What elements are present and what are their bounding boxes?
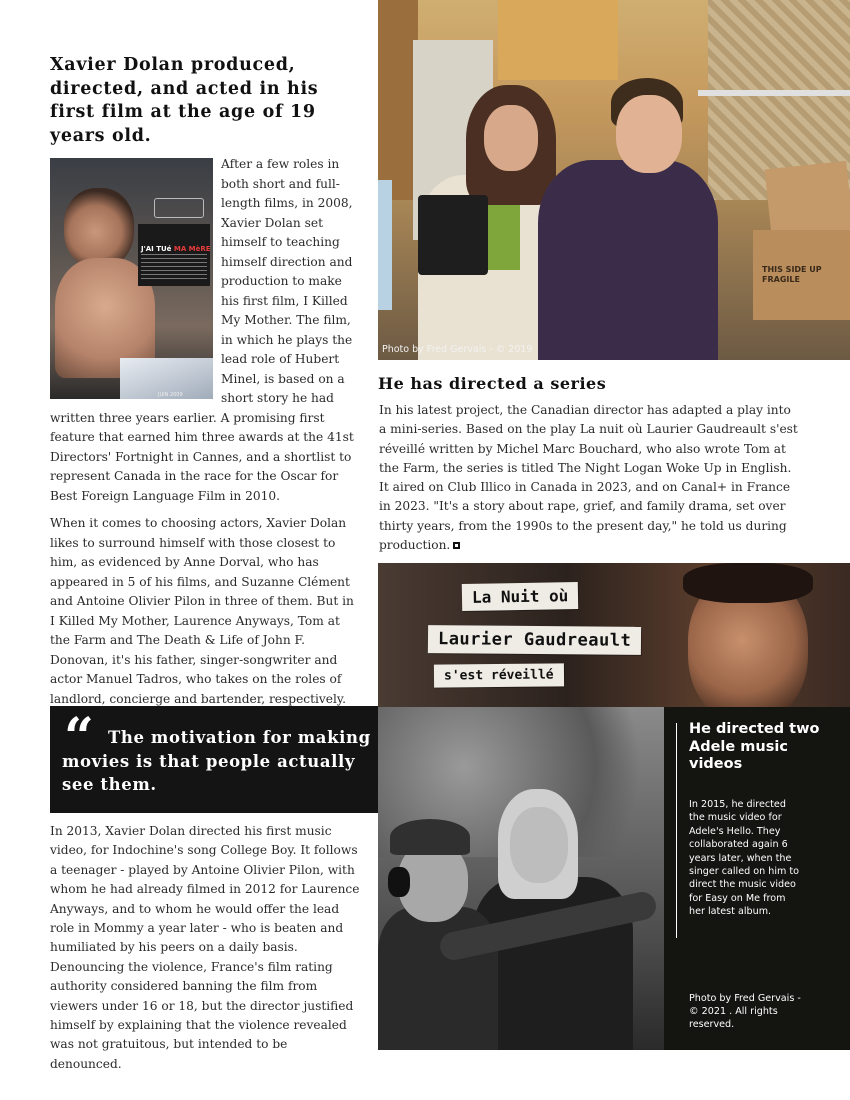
adele-photo-credit: Photo by Fred Gervais - © 2021 . All rights reserved. <box>689 993 801 1030</box>
poster-credits <box>141 254 207 282</box>
adele-heading: He directed two Adele music videos <box>689 721 820 772</box>
poster-title-red: MA MèRE <box>173 245 211 253</box>
banner-title-line-2: Laurier Gaudreault <box>428 625 641 655</box>
photo-cabinet-left <box>378 0 418 200</box>
movie-poster-image <box>50 158 213 399</box>
headphones-icon <box>388 867 410 897</box>
poster-festival-badge <box>154 198 204 218</box>
photo-man-body <box>538 160 718 360</box>
dolan-photo-cap <box>390 819 470 855</box>
adele-photo <box>378 707 664 1050</box>
adele-photo-face <box>510 807 568 883</box>
poster-title-white: J'AI TUé <box>141 245 174 253</box>
photo-box-top <box>765 161 850 239</box>
banner-title-line-3: s'est réveillé <box>434 663 564 687</box>
sidebar-divider <box>676 723 677 938</box>
music-video-paragraph: In 2013, Xavier Dolan directed his first music video, for Indochine's song College Boy. It follows a teenager - played by Antoine Olivier Pilon, with whom he had already filmed in 2012 for Laurence Anyways, and to whom he would offer the lead role in Mommy a year later - who is beaten and humiliated by his peers on a daily basis. Denouncing the violence, France's film rating authority considered banning the film from viewers under 16 or 18, but the director justified himself by explaining that the violence revealed was not gratuitous, but intended to be denounced. <box>50 824 360 1071</box>
banner-title-line-1: La Nuit où <box>462 582 579 611</box>
photo-box-label: THIS SIDE UP FRAGILE <box>762 265 822 284</box>
adele-paragraph: In 2015, he directed the music video for Adele's Hello. They collaborated again 6 years later, when the singer called on him to direct the music video for Easy on Me from her latest album. <box>689 799 800 918</box>
series-text: In his latest project, the Canadian director has adapted a play into a mini-series. Based on the play La nuit où Laurier Gaudreault s'est réveillé written by Michel Marc Bouchard, who also wrote Tom at the Farm, the series is titled The Night Logan Woke Up in English. It aired on Club Illico in Canada in 2023, and on Canal+ in France in 2023. "It's a story about rape, grief, and family drama, set over thirty years, from the 1990s to the present day," he told us during production. <box>379 403 798 553</box>
poster-date: JUIN 2009 <box>158 392 183 398</box>
photo-woman-face <box>484 105 538 171</box>
photo-shelf <box>698 90 850 96</box>
poster-child-head <box>64 188 134 268</box>
pull-quote <box>50 706 378 813</box>
article-heading: Xavier Dolan produced, directed, and acted in his first film at the age of 19 years old. <box>50 55 319 146</box>
dolan-set-photo <box>378 0 850 360</box>
photo-bottle <box>378 180 392 310</box>
photo-credit: Photo by Fred Gervais - © 2019 <box>382 344 533 355</box>
adele-sidebar <box>664 707 850 1050</box>
series-paragraph <box>379 401 799 555</box>
photo-camera <box>418 195 488 275</box>
pull-quote-text: The motivation for making movies is that people actually see them. <box>62 728 371 794</box>
quote-icon: “ <box>64 707 94 768</box>
intro-paragraph: After a few roles in both short and full-length films, in 2008, Xavier Dolan set himself to teaching himself direction and production to make his first film, I Killed My Mother. The film, in which he plays the lead role of Hubert Minel, is based on a short story he had written three years earlier. A promising first feature that earned him three awards at the 41st Directors' Fortnight in Cannes, and a shortlist to represent Canada in the race for the Oscar for Best Foreign Language Film in 2010. <box>50 157 354 503</box>
end-of-article-icon <box>453 542 460 549</box>
photo-cabinet-top <box>498 0 618 80</box>
series-banner-image <box>378 563 850 707</box>
intro-column <box>50 155 362 709</box>
photo-man-face <box>616 95 682 173</box>
actors-paragraph: When it comes to choosing actors, Xavier Dolan likes to surround himself with those closest to him, as evidenced by Anne Dorval, who has appeared in 5 of his films, and Suzanne Clément and Antoine Olivier Pilon in three of them. But in I Killed My Mother, Laurence Anyways, Tom at the Farm and The Death & Life of John F. Donovan, it's his father, singer-songwriter and actor Manuel Tadros, who takes on the roles of landlord, concierge and bartender, respectively. <box>50 516 354 706</box>
banner-hair <box>683 563 813 603</box>
series-heading: He has directed a series <box>378 374 607 393</box>
